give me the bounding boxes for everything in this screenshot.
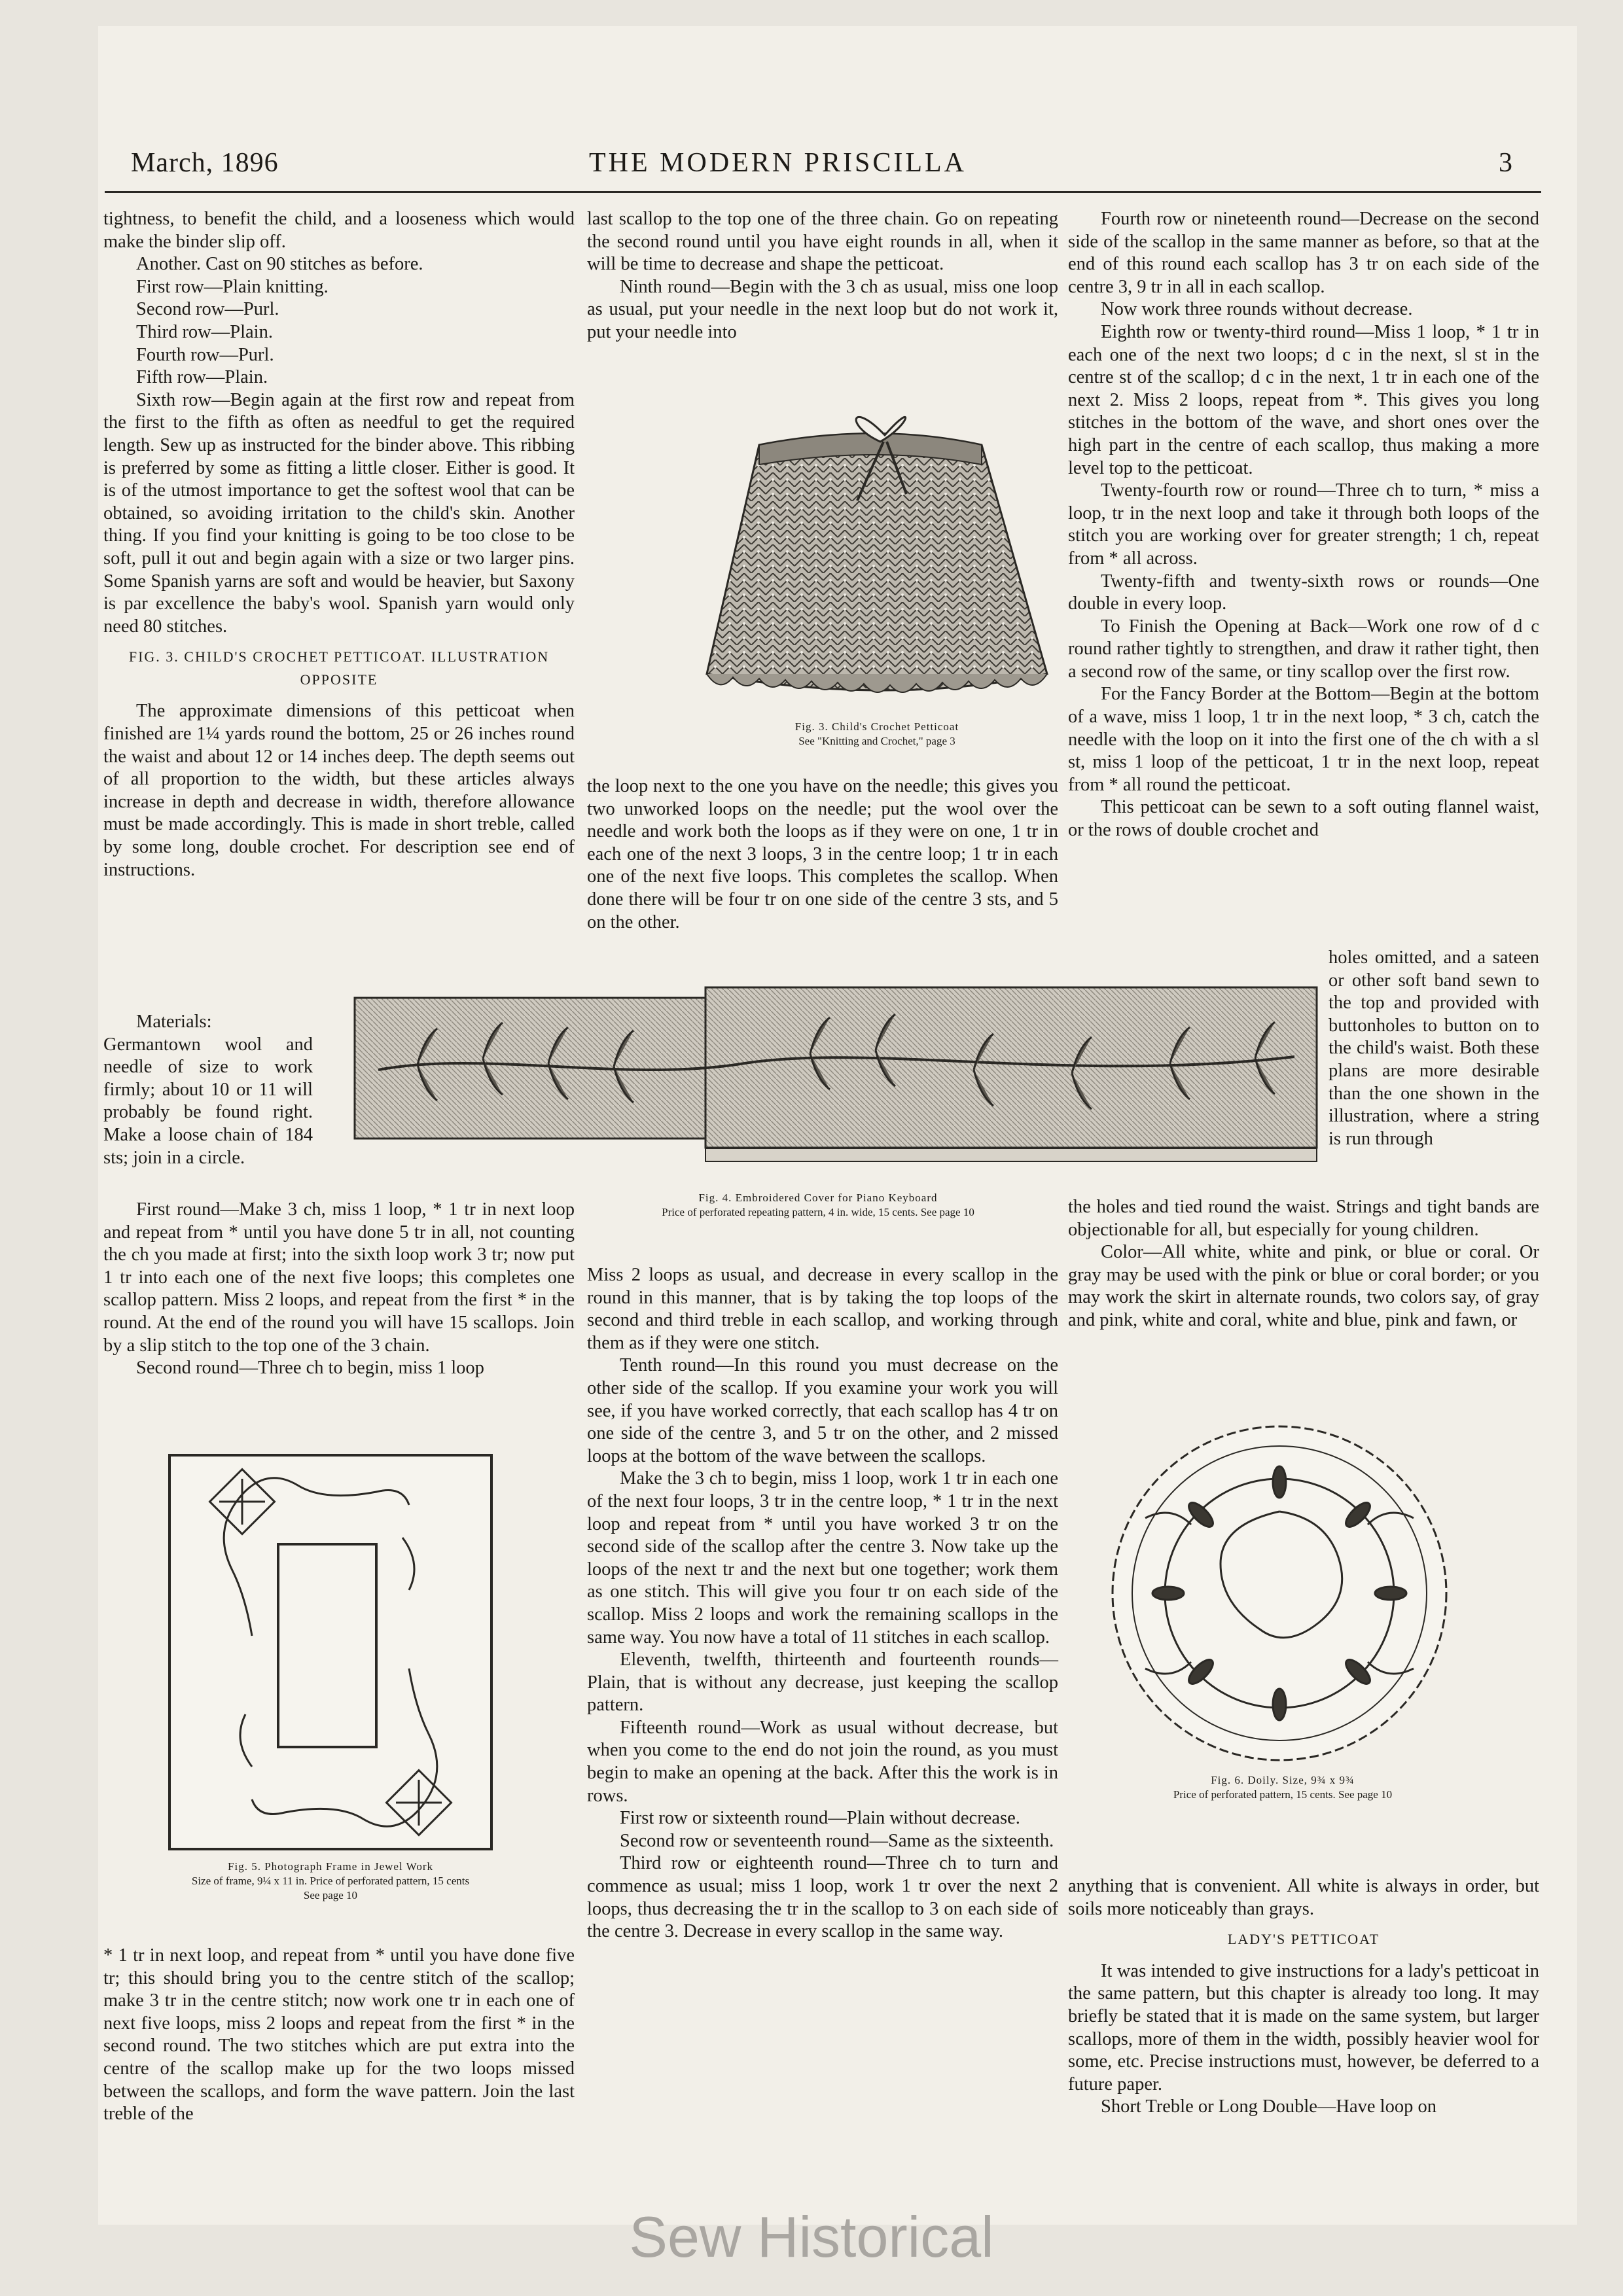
- paragraph: The approximate dimensions of this petticoat when finished are 1¼ yards round the bottom, 25 or 26 inches round the waist and about 12 or 14 inches deep. The depth seems out of all proportion to the width, but these articles always increase in depth and decrease in width, therefore allowance must be made accordingly. This is made in short treble, called by some long, double crochet. For description see end of instructions.: [103, 701, 575, 880]
- paragraph: last scallop to the top one of the three chain. Go on repeating the second round until you have eight rounds in all, when it will be time to decrease and shape the petticoat.: [587, 209, 1058, 275]
- column-2-middle: [587, 775, 1058, 934]
- paragraph: the loop next to the one you have on the needle; this gives you two unworked loops on the needle; put the wool over the needle and work both the loops as if they were on one, 1 tr in each one of the next 3 loops, 3 in the centre loop; 1 tr in each one of the next five loops. This completes the scallop. When done there will be four tr on one side of the centre 3 sts, and 5 on the other.: [587, 776, 1058, 932]
- paragraph: Now work three rounds without decrease.: [1101, 299, 1413, 320]
- fig5-subtitle: Size of frame, 9¼ x 11 in. Price of perforated pattern, 15 cents: [191, 1875, 470, 1887]
- doily-illustration: [1106, 1420, 1453, 1767]
- paragraph: Color—All white, white and pink, or blue or coral. Or gray may be used with the pink or blue or coral border; or you may work the skirt in alternate rounds, two colors say, of gray and pink, white and coral, white and blue, pink and fawn, or: [1068, 1242, 1539, 1330]
- paragraph: Twenty-fourth row or round—Three ch to turn, * miss a loop, tr in the next loop and take it through both loops of the stitch you are working over for greater strength; 1 ch, repeat from * all across.: [1068, 480, 1539, 569]
- paragraph: Third row—Plain.: [136, 321, 273, 342]
- paragraph: Make the 3 ch to begin, miss 1 loop, work 1 tr in each one of the next four loops, 3 tr in the centre loop, * 1 tr in the next loop and repeat from * until you have worked 3 tr on the second side of the scallop after the centre 3. Now take up the loops of the next tr and the next but one together; work them as one stitch. This will give you four tr on each side of the scallop. Miss 2 loops and work the remaining scallops in the same way. You now have a total of 11 stitches in each scallop.: [587, 1468, 1058, 1648]
- fig5-caption: [134, 1860, 527, 1903]
- paragraph: First row or sixteenth round—Plain without decrease.: [620, 1808, 1020, 1829]
- paragraph: Fifth row—Plain.: [136, 367, 268, 388]
- photo-frame-illustration: [167, 1453, 494, 1852]
- paragraph: Second row or seventeenth round—Same as the sixteenth.: [620, 1830, 1054, 1851]
- paragraph: Short Treble or Long Double—Have loop on: [1101, 2096, 1436, 2117]
- paragraph: To Finish the Opening at Back—Work one row of d c round rather tightly to strengthen, and draw it rather tight, then a second row of the same, or tiny scallop over the first row.: [1068, 616, 1539, 682]
- fig6-caption: [1086, 1773, 1479, 1802]
- fig4-caption: [524, 1191, 1113, 1220]
- column-2-lower: [587, 1264, 1058, 1943]
- paragraph: Tenth round—In this round you must decrease on the other side of the scallop. If you examine your work you will see, if you have worked correctly, that each scallop has 4 tr on one side of the centre 3, and 5 tr on the other, and 2 missed loops at the bottom of the wave between the scallops.: [587, 1355, 1058, 1466]
- paragraph: This petticoat can be sewn to a soft outing flannel waist, or the rows of double crochet and: [1068, 797, 1539, 841]
- paragraph: Twenty-fifth and twenty-sixth rows or rounds—One double in every loop.: [1068, 571, 1539, 614]
- column-3-narrow: [1329, 947, 1539, 1150]
- section-heading: LADY'S PETTICOAT: [1227, 1931, 1380, 1948]
- paragraph: Second row—Purl.: [136, 299, 279, 320]
- paragraph: Eleventh, twelfth, thirteenth and fourteenth rounds—Plain, that is without any decrease, just keeping the scallop pattern.: [587, 1650, 1058, 1716]
- column-3-mid: [1068, 1196, 1539, 1332]
- paragraph: Materials: Germantown wool and needle of size to work firmly; about 10 or 11 will probably be found right. Make a loose chain of 184 sts; join in a circle.: [103, 1012, 313, 1168]
- magazine-title: THE MODERN PRISCILLA: [589, 148, 967, 178]
- paragraph: It was intended to give instructions for a lady's petticoat in the same pattern, but this chapter is already too long. It may briefly be stated that it is made on the same system, but larger scallops, more of them in the width, possibly heavier wool for some, etc. Precise instructions must, however, be deferred to a future paper.: [1068, 1960, 1539, 2094]
- watermark: Sew Historical: [629, 2204, 994, 2269]
- paragraph: Eighth row or twenty-third round—Miss 1 loop, * 1 tr in each one of the next two loops; d c in the next, sl st in the centre st of the scallop; d c in the next, 1 tr in each one of the next 2. Miss 2 loops, repeat from *. This gives you long stitches in the bottom of the wave, and short ones over the high part in the centre of each scallop, thus making a more level top to the petticoat.: [1068, 321, 1539, 478]
- paragraph: holes omitted, and a sateen or other soft band sewn to the top and provided with buttonholes to button on to the child's waist. Both these plans are more desirable than the one shown in the illustration, where a string is run through: [1329, 947, 1539, 1149]
- column-1-bottom: [103, 1945, 575, 2126]
- petticoat-illustration: [694, 386, 1060, 720]
- fig4-subtitle: Price of perforated repeating pattern, 4 in. wide, 15 cents. See page 10: [662, 1206, 974, 1218]
- piano-cover-illustration: [352, 985, 1319, 1168]
- paragraph: Fourth row or nineteenth round—Decrease on the second side of the scallop in the same manner as before, so that at the end of this round each scallop has 3 tr on each side of the centre 3, 9 tr in all in each scallop.: [1068, 209, 1539, 297]
- page-number: 3: [1499, 148, 1513, 178]
- fig3-title: Fig. 3. Child's Crochet Petticoat: [794, 720, 959, 733]
- fig3-caption: [694, 720, 1060, 749]
- paragraph: Miss 2 loops as usual, and decrease in every scallop in the round in this manner, that is by taking the top loops of the second and third treble in each scallop, and working through them as if they were one stitch.: [587, 1265, 1058, 1353]
- paragraph: Sixth row—Begin again at the first row and repeat from the first to the fifth as often as needful to get the required length. Sew up as instructed for the binder above. This ribbing is preferred by some as fitting a little closer. Either is good. It is of the utmost importance to get the softest wool that can be obtained, so avoiding irritation to the child's skin. Another thing. If you find your knitting is going to be too close to be soft, pull it out and begin again with a size or two larger pins. Some Spanish yarns are soft and would be heavier, but Saxony is par excellence the baby's wool. Spanish yarn would only need 80 stitches.: [103, 389, 575, 637]
- paragraph: First round—Make 3 ch, miss 1 loop, * 1 tr in next loop and repeat from * until you have done 5 tr in all, not counting the ch you made at first; into the sixth loop work 3 tr; now put 1 tr into each one of the next five loops; this completes one scallop pattern. Miss 2 loops, and repeat from the first * in the round. At the end of the round you will have 15 scallops. Join by a slip stitch to the top one of the 3 chain.: [103, 1199, 575, 1356]
- paragraph: the holes and tied round the waist. Strings and tight bands are objectionable for all, but especially for young children.: [1068, 1197, 1539, 1240]
- paragraph: anything that is convenient. All white is always in order, but soils more noticeably than grays.: [1068, 1876, 1539, 1919]
- paragraph: Third row or eighteenth round—Three ch to turn and commence as usual; miss 1 loop, work 1 tr over the next 2 loops, thus decreasing the tr in the scallop to 3 on each side of the centre 3. Decrease in every scallop in the same way.: [587, 1853, 1058, 1942]
- paragraph: Fourth row—Purl.: [136, 344, 274, 365]
- fig6-title: Fig. 6. Doily. Size, 9¾ x 9¾: [1211, 1774, 1355, 1786]
- column-1-top: [103, 208, 575, 881]
- column-3-bottom: [1068, 1875, 1539, 2119]
- paragraph: Another. Cast on 90 stitches as before.: [136, 254, 423, 275]
- paragraph: Fifteenth round—Work as usual without decrease, but when you come to the end do not join the round, as you must begin to make an opening at the back. After this the work is in rows.: [587, 1717, 1058, 1806]
- column-1-lower: [103, 1199, 575, 1380]
- column-3-top: [1068, 208, 1539, 842]
- fig3-subtitle: See "Knitting and Crochet," page 3: [798, 735, 955, 747]
- paragraph: * 1 tr in next loop, and repeat from * until you have done five tr; this should bring you to the centre stitch of the scallop; make 3 tr in the centre stitch; now work one tr in each one of next five loops, miss 2 loops and repeat from the first * in the second round. The two stitches which are put extra into the centre of the scallop make up for the two loops missed between the scallops, and form the wave pattern. Join the last treble of the: [103, 1945, 575, 2125]
- paragraph: For the Fancy Border at the Bottom—Begin at the bottom of a wave, miss 1 loop, 1 tr in the next loop, * 3 ch, catch the needle with the loop on it into the first one of the ch with a sl st, miss 1 loop of the petticoat, 1 tr in the next loop, repeat from * all round the petticoat.: [1068, 684, 1539, 795]
- paragraph: Second round—Three ch to begin, miss 1 loop: [136, 1358, 484, 1379]
- fig5-title: Fig. 5. Photograph Frame in Jewel Work: [228, 1860, 433, 1873]
- section-heading: FIG. 3. CHILD'S CROCHET PETTICOAT. ILLUSTRATION OPPOSITE: [128, 648, 550, 688]
- paragraph: Ninth round—Begin with the 3 ch as usual, miss one loop as usual, put your needle in the next loop but do not work it, put your needle into: [587, 276, 1058, 342]
- paragraph: First row—Plain knitting.: [136, 276, 329, 297]
- column-2-top: [587, 208, 1058, 344]
- header-rule: [105, 191, 1541, 193]
- fig4-title: Fig. 4. Embroidered Cover for Piano Keyboard: [698, 1192, 938, 1204]
- fig6-subtitle: Price of perforated pattern, 15 cents. See page 10: [1173, 1788, 1393, 1801]
- column-1-materials: [103, 1011, 313, 1169]
- issue-date: March, 1896: [131, 148, 279, 178]
- paragraph: tightness, to benefit the child, and a looseness which would make the binder slip off.: [103, 209, 575, 252]
- fig5-page-ref: See page 10: [303, 1889, 358, 1901]
